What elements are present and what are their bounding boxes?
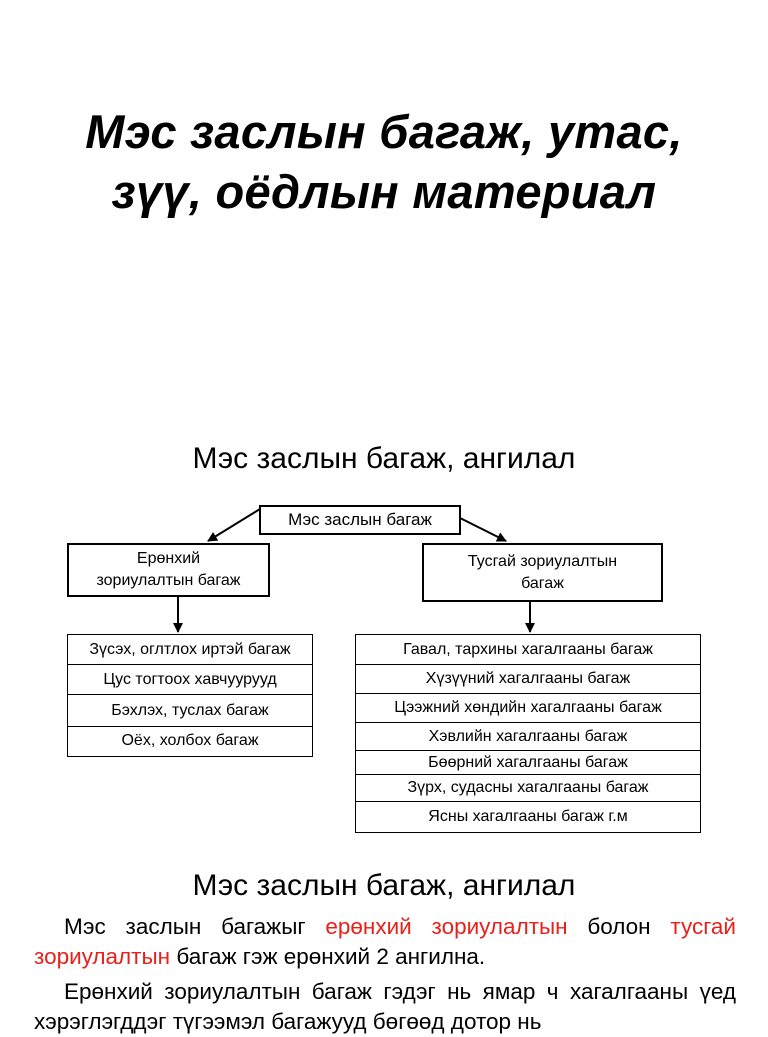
paragraph-text: болон bbox=[567, 914, 671, 939]
paragraph-text: Мэс заслын багажыг bbox=[64, 914, 326, 939]
highlight-special: тусгай зориулалтын bbox=[34, 914, 736, 969]
special-items-list bbox=[355, 634, 701, 832]
slide-title-line-1: Мэс заслын багаж, утас, bbox=[85, 105, 683, 158]
slide-title-line-2: зүү, оёдлын материал bbox=[111, 165, 657, 218]
section-heading: Мэс заслын багаж, ангилал bbox=[192, 442, 576, 475]
section-heading-2: Мэс заслын багаж, ангилал bbox=[192, 869, 576, 902]
list-item: Оёх, холбох багаж bbox=[67, 726, 313, 757]
list-item: Ясны хагалгааны багаж г.м bbox=[355, 801, 701, 833]
diagram-root-label: Мэс заслын багаж bbox=[288, 510, 432, 529]
list-item: Гавал, тархины хагалгааны багаж bbox=[355, 634, 701, 665]
arrow-root-to-general bbox=[208, 509, 260, 541]
list-item: Хүзүүний хагалгааны багаж bbox=[355, 664, 701, 695]
general-node-line-2: зориулалтын багаж bbox=[96, 572, 241, 589]
list-item: Зүрх, судасны хагалгааны багаж bbox=[355, 774, 701, 803]
paragraph-text: багаж гэж ерөнхий 2 ангилна. bbox=[170, 944, 486, 969]
list-item: Цээжний хөндийн хагалгааны багаж bbox=[355, 693, 701, 723]
special-node-line-1: Тусгай зориулалтын bbox=[467, 552, 618, 570]
diagram-root-node bbox=[259, 505, 461, 535]
paragraph-general-definition: Ерөнхий зориулалтын багаж гэдэг нь ямар ч хагалгааны үед хэрэглэгддэг түгээмэл багажууд бөгөөд дотор нь bbox=[34, 979, 736, 1034]
general-node-line-1: Ерөнхий bbox=[136, 550, 201, 567]
list-item: Бэхлэх, туслах багаж bbox=[67, 694, 313, 727]
arrow-root-to-special bbox=[460, 518, 506, 541]
list-item: Цус тогтоох хавчуурууд bbox=[67, 664, 313, 696]
highlight-general: ерөнхий зориулалтын bbox=[325, 914, 568, 939]
diagram-general-node bbox=[67, 543, 270, 597]
list-item: Хэвлийн хагалгааны багаж bbox=[355, 722, 701, 752]
general-items-list bbox=[67, 634, 313, 755]
paragraph-classification bbox=[34, 912, 736, 972]
special-node-line-2: багаж bbox=[521, 574, 564, 592]
list-item: Зүсэх, оглтлох иртэй багаж bbox=[67, 634, 313, 665]
list-item: Бөөрний хагалгааны багаж bbox=[355, 750, 701, 775]
diagram-special-node bbox=[422, 543, 663, 602]
